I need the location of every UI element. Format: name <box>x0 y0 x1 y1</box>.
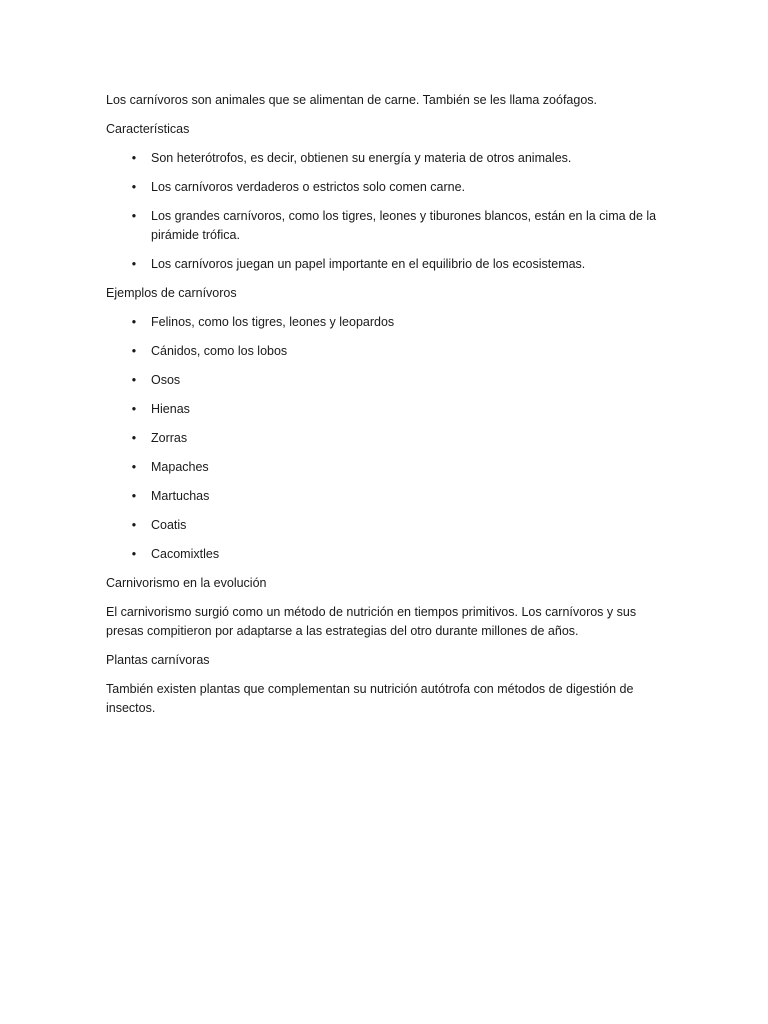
list-item-text: Zorras <box>151 431 188 445</box>
evolucion-paragraph: El carnivorismo surgió como un método de nutrición en tiempos primitivos. Los carnívoros y sus presas compitieron por adaptarse a las estrategias del otro durante millones de años. <box>106 605 637 638</box>
section-title-ejemplos: Ejemplos de carnívoros <box>106 286 237 300</box>
list-item <box>106 429 666 448</box>
bullet-icon: • <box>131 518 137 532</box>
list-item <box>106 487 666 506</box>
list-item-text: Los grandes carnívoros, como los tigres, leones y tiburones blancos, están en la cima de la pirámide trófica. <box>151 209 657 242</box>
list-item <box>106 545 666 564</box>
list-item <box>106 207 666 245</box>
caracteristicas-list <box>106 149 666 274</box>
bullet-icon: • <box>131 489 137 503</box>
list-item-text: Mapaches <box>151 460 209 474</box>
list-item <box>106 371 666 390</box>
list-item <box>106 313 666 332</box>
bullet-icon: • <box>131 373 137 387</box>
bullet-icon: • <box>131 180 137 194</box>
bullet-icon: • <box>131 257 137 271</box>
list-item-text: Los carnívoros juegan un papel importante en el equilibrio de los ecosistemas. <box>151 257 586 271</box>
bullet-icon: • <box>131 151 137 165</box>
section-title-caracteristicas: Características <box>106 122 190 136</box>
list-item-text: Osos <box>151 373 181 387</box>
intro-paragraph: Los carnívoros son animales que se alimentan de carne. También se les llama zoófagos. <box>106 93 598 107</box>
ejemplos-list <box>106 313 666 564</box>
list-item <box>106 149 666 168</box>
list-item <box>106 178 666 197</box>
bullet-icon: • <box>131 344 137 358</box>
list-item <box>106 255 666 274</box>
bullet-icon: • <box>131 431 137 445</box>
list-item-text: Hienas <box>151 402 190 416</box>
list-item-text: Los carnívoros verdaderos o estrictos solo comen carne. <box>151 180 466 194</box>
list-item-text: Son heterótrofos, es decir, obtienen su energía y materia de otros animales. <box>151 151 572 165</box>
bullet-icon: • <box>131 402 137 416</box>
bullet-icon: • <box>131 209 137 223</box>
plantas-paragraph: También existen plantas que complementan su nutrición autótrofa con métodos de digestión de insectos. <box>106 682 634 715</box>
list-item-text: Coatis <box>151 518 187 532</box>
list-item <box>106 516 666 535</box>
section-title-evolucion: Carnivorismo en la evolución <box>106 576 267 590</box>
section-title-plantas: Plantas carnívoras <box>106 653 210 667</box>
list-item-text: Cacomixtles <box>151 547 220 561</box>
bullet-icon: • <box>131 547 137 561</box>
bullet-icon: • <box>131 460 137 474</box>
list-item-text: Cánidos, como los lobos <box>151 344 288 358</box>
document-page <box>106 91 666 728</box>
list-item <box>106 458 666 477</box>
list-item-text: Felinos, como los tigres, leones y leopardos <box>151 315 395 329</box>
bullet-icon: • <box>131 315 137 329</box>
list-item <box>106 342 666 361</box>
list-item-text: Martuchas <box>151 489 210 503</box>
list-item <box>106 400 666 419</box>
